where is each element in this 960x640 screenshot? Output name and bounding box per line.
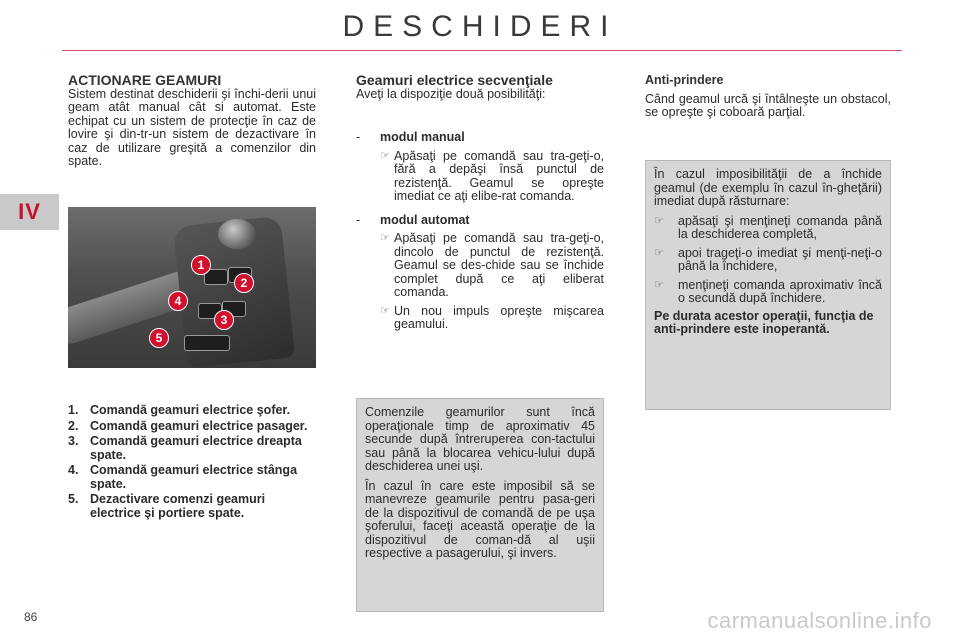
mode-auto-title: modul automat (380, 212, 470, 227)
pointing-hand-icon: ☞ (380, 232, 390, 244)
right-column (645, 74, 891, 120)
right-heading: Anti-prindere (645, 73, 724, 87)
page-number: 86 (24, 610, 38, 624)
mode-manual-title: modul manual (380, 130, 465, 144)
mode-auto: - modul automat ☞ Apăsaţi pe comandă sau tra-geţi-o, dincolo de punctul de rezistenţă. Geamul se des-chide sau se închide complet după ce aţi eliberat comanda. ☞ Un nou impuls opreşte mişcarea geamului. (356, 212, 604, 331)
pointing-hand-icon: ☞ (654, 246, 664, 259)
legend-item: 3. Comandă geamuri electrice dreapta spate. (68, 434, 302, 462)
box-intro: În cazul imposibilităţii de a închide geamul (de exemplu în cazul în-gheţării) imediat după răsturnare: (654, 167, 882, 208)
left-heading: ACTIONARE GEAMURI (68, 72, 222, 88)
badge-1: 1 (191, 255, 211, 275)
window-switch-photo (68, 207, 316, 368)
mirror-knob (218, 219, 256, 249)
legend-list (68, 404, 318, 522)
chapter-label: IV (18, 199, 41, 224)
bullet-item: ☞ apoi trageţi-o imediat şi menţi-neţi-o până la închidere, (654, 245, 882, 273)
box-warning: Pe durata acestor operaţii, funcţia de anti-prindere este inoperantă. (654, 308, 874, 336)
bullet-item: ☞ Un nou impuls opreşte mişcarea geamului. (380, 303, 604, 331)
badge-5: 5 (149, 328, 169, 348)
middle-intro: Aveţi la dispoziţie două posibilităţi: (356, 86, 546, 101)
mode-manual: - modul manual ☞ Apăsaţi pe comandă sau tra-geţi-o, fără a depăşi însă punctul de rezistenţă. Geamul se opreşte imediat ce aţi elibe-rat comanda. (356, 130, 604, 203)
bullet-item: ☞ Apăsaţi pe comandă sau tra-geţi-o, dincolo de punctul de rezistenţă. Geamul se des-chide sau se închide complet după ce aţi eliberat comanda. (380, 231, 604, 299)
left-column (68, 74, 316, 169)
legend-item: 4. Comandă geamuri electrice stânga spate. (68, 463, 298, 491)
title-rule (62, 50, 902, 51)
middle-column (356, 74, 604, 332)
right-intro: Când geamul urcă şi întâlneşte un obstacol, se opreşte şi coboară parţial. (645, 91, 891, 119)
bullet-item: ☞ apăsaţi şi menţineţi comanda până la deschiderea completă, (654, 213, 882, 241)
anti-pinch-box (645, 160, 891, 410)
chapter-tab (0, 194, 59, 230)
note-paragraph: Comenzile geamurilor sunt încă operaţionale timp de aproximativ 45 secunde după întreruperea con-tactului sau până la blocarea vehicu-lului după deschiderea unei uşi. (365, 405, 595, 473)
pointing-hand-icon: ☞ (654, 278, 664, 291)
note-paragraph: În cazul în care este imposibil să se manevreze geamurile pentru pasa-geri de la dispozitivul de comandă de pe uşa şoferului, faceţi această operaţie de la dispozitivul de coman-dă al uşii respective a pasagerului, şi invers. (365, 478, 595, 560)
switch-5 (184, 335, 230, 351)
pointing-hand-icon: ☞ (380, 304, 390, 317)
legend-item: 2. Comandă geamuri electrice pasager. (68, 418, 308, 433)
watermark: carmanualsonline.info (707, 608, 932, 633)
middle-heading: Geamuri electrice secvenţiale (356, 72, 553, 88)
pointing-hand-icon: ☞ (380, 149, 390, 162)
badge-2: 2 (234, 273, 254, 293)
legend-item: 5. Dezactivare comenzi geamuri electrice şi portiere spate. (68, 492, 266, 520)
pointing-hand-icon: ☞ (654, 214, 664, 227)
badge-4: 4 (168, 291, 188, 311)
page-title: DESCHIDERI (342, 10, 618, 43)
bullet-item: ☞ Apăsaţi pe comandă sau tra-geţi-o, fără a depăşi însă punctul de rezistenţă. Geamul se opreşte imediat ce aţi elibe-rat comanda. (380, 148, 604, 203)
legend-item: 1. Comandă geamuri electrice şofer. (68, 403, 291, 417)
badge-3: 3 (214, 310, 234, 330)
note-box (356, 398, 604, 612)
left-intro: Sistem destinat deschiderii şi închi-derii unui geam atât manual cât si automat. Este echipat cu un sistem de protecţie în caz de lovire şi din-tr-un sistem de dezactivare în caz de utilizare greşită a comenzilor din spate. (68, 86, 316, 168)
bullet-item: ☞ menţineţi comanda aproximativ încă o secundă după închidere. (654, 277, 882, 305)
